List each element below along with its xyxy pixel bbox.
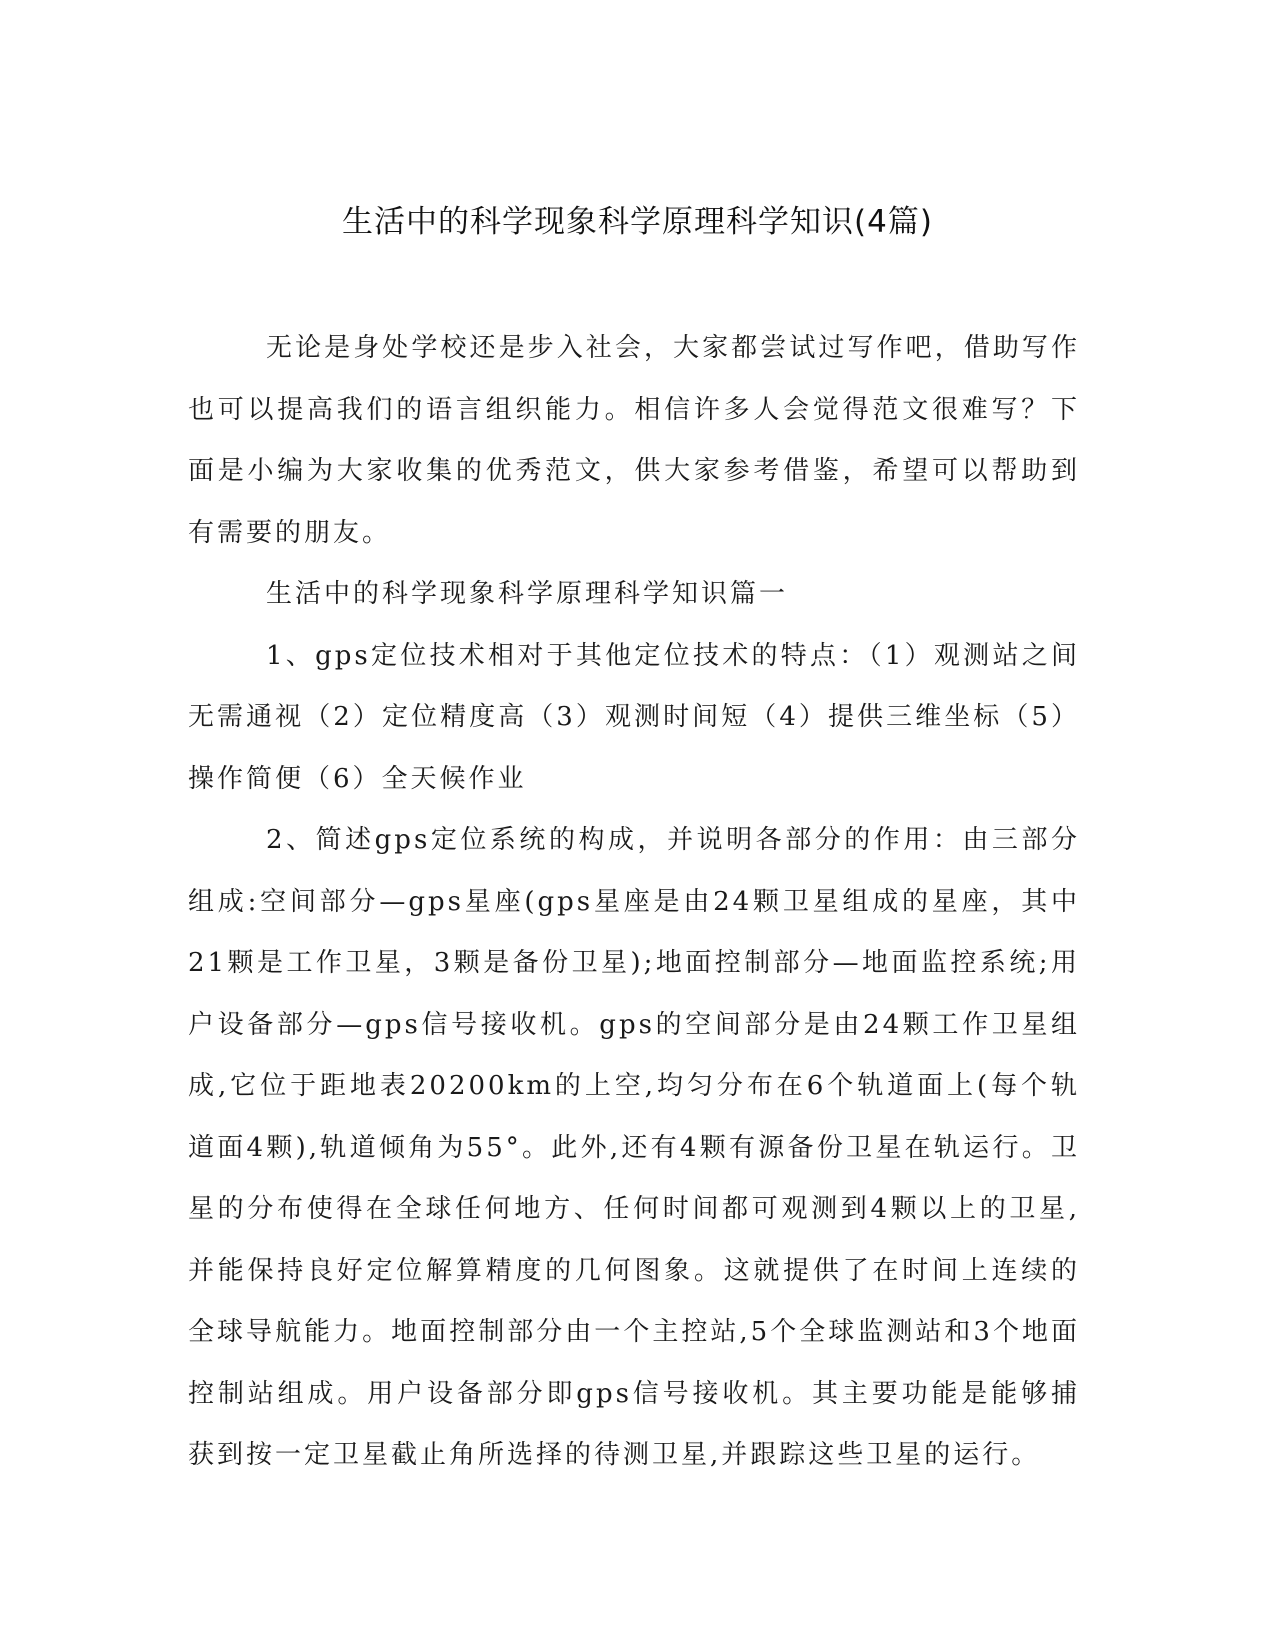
paragraph-intro: 无论是身处学校还是步入社会，大家都尝试过写作吧，借助写作也可以提高我们的语言组织能力。相信许多人会觉得范文很难写？下面是小编为大家收集的优秀范文，供大家参考借鉴，希望可以帮助到有需要的朋友。	[188, 333, 1080, 548]
paragraph-gps-features: 1、gps定位技术相对于其他定位技术的特点：（1）观测站之间无需通视（2）定位精度高（3）观测时间短（4）提供三维坐标（5）操作简便（6）全天候作业	[188, 640, 1080, 794]
document-title: 生活中的科学现象科学原理科学知识(4篇)	[342, 204, 933, 240]
section-heading: 生活中的科学现象科学原理科学知识篇一	[266, 579, 789, 609]
document-body	[188, 318, 1080, 1487]
paragraph-gps-composition: 2、简述gps定位系统的构成，并说明各部分的作用：由三部分组成:空间部分—gps星座(gps星座是由24颗卫星组成的星座，其中21颗是工作卫星，3颗是备份卫星);地面控制部分—地面监控系统;用户设备部分—gps信号接收机。gps的空间部分是由24颗工作卫星组成,它位于距地表20200km的上空,均匀分布在6个轨道面上(每个轨道面4颗),轨道倾角为55°。此外,还有4颗有源备份卫星在轨运行。卫星的分布使得在全球任何地方、任何时间都可观测到4颗以上的卫星,并能保持良好定位解算精度的几何图象。这就提供了在时间上连续的全球导航能力。地面控制部分由一个主控站,5个全球监测站和3个地面控制站组成。用户设备部分即gps信号接收机。其主要功能是能够捕获到按一定卫星截止角所选择的待测卫星,并跟踪这些卫星的运行。	[188, 825, 1080, 1470]
